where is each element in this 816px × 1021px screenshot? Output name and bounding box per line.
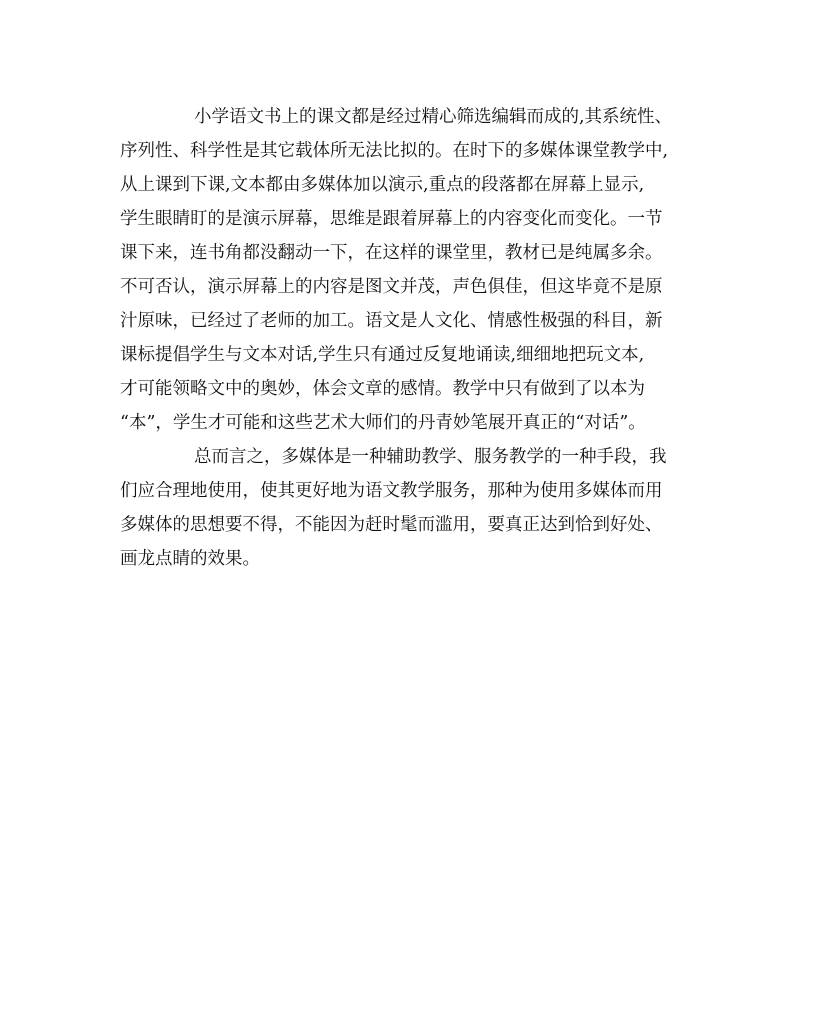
paragraph-2-line-2: 们应合理地使用，使其更好地为语文教学服务，那种为使用多媒体而用	[120, 481, 663, 501]
paragraph-2-line-4: 画龙点睛的效果。	[120, 549, 260, 569]
paragraph-1-line-9: 才可能领略文中的奥妙，体会文章的感情。教学中只有做到了以本为	[120, 379, 645, 399]
paragraph-1-line-2: 序列性、科学性是其它载体所无法比拟的。在时下的多媒体课堂教学中,	[120, 141, 669, 161]
paragraph-1-line-4: 学生眼睛盯的是演示屏幕，思维是跟着屏幕上的内容变化而变化。一节	[120, 209, 663, 229]
paragraph-1-line-10: “本”，学生才可能和这些艺术大师们的丹青妙笔展开真正的“对话”。	[120, 413, 646, 433]
paragraph-2-line-3: 多媒体的思想要不得，不能因为赶时髦而滥用，要真正达到恰到好处、	[120, 515, 663, 535]
paragraph-1-line-8: 课标提倡学生与文本对话,学生只有通过反复地诵读,细细地把玩文本,	[120, 345, 645, 365]
paragraph-1-line-6: 不可否认，演示屏幕上的内容是图文并茂，声色俱佳，但这毕竟不是原	[120, 277, 663, 297]
paragraph-1-line-7: 汁原味，已经过了老师的加工。语文是人文化、情感性极强的科目，新	[120, 311, 663, 331]
paragraph-1-line-1: 小学语文书上的课文都是经过精心筛选编辑而成的,其系统性、	[194, 107, 673, 127]
paragraph-1-line-3: 从上课到下课,文本都由多媒体加以演示,重点的段落都在屏幕上显示,	[120, 175, 645, 195]
paragraph-1-line-5: 课下来，连书角都没翻动一下，在这样的课堂里，教材已是纯属多余。	[120, 243, 663, 263]
paragraph-2-line-1: 总而言之，多媒体是一种辅助教学、服务教学的一种手段，我	[194, 447, 667, 467]
